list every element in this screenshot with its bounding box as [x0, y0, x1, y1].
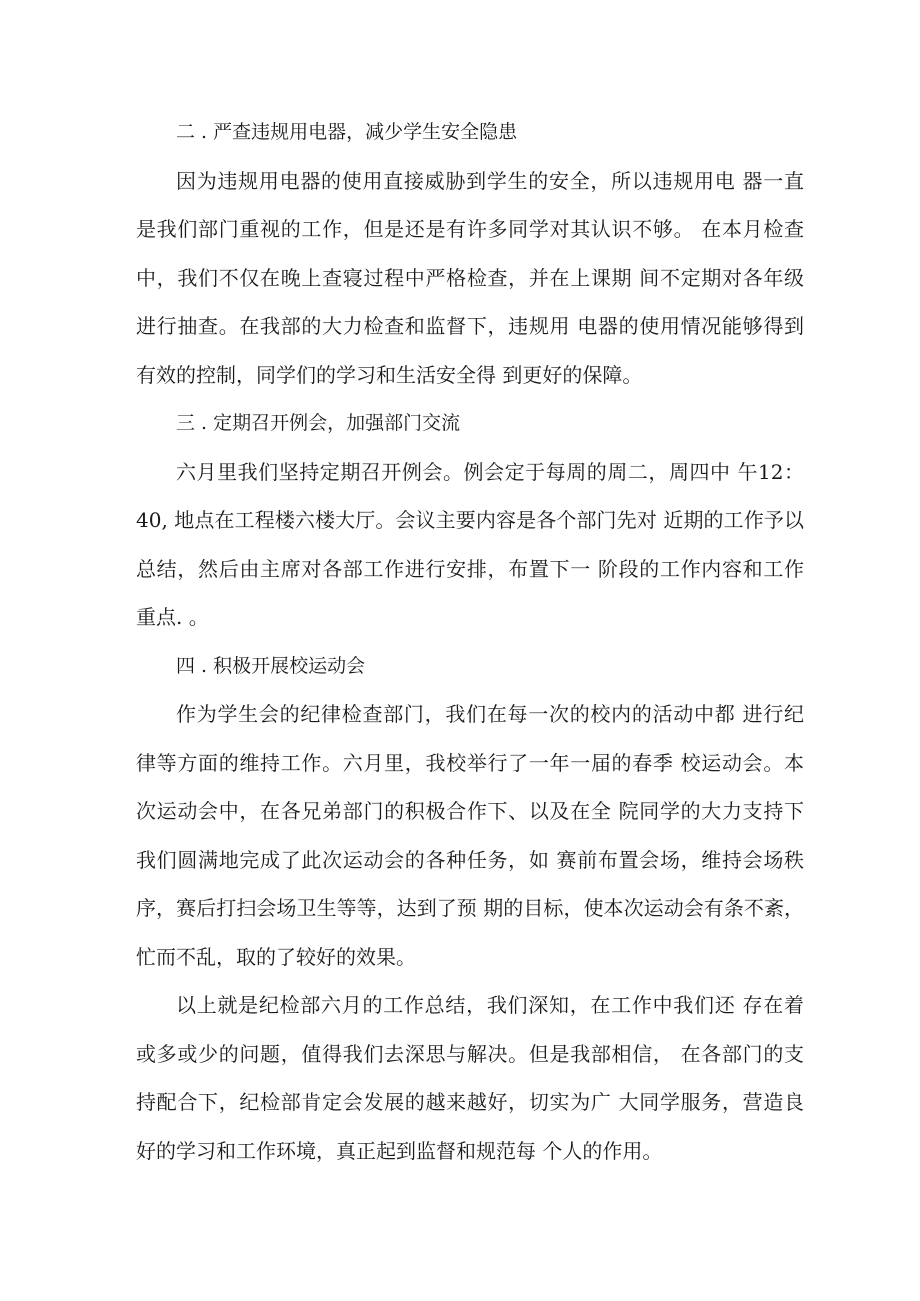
paragraph-line: 好的学习和工作环境，真正起到监督和规范每 个人的作用。 — [136, 1138, 663, 1163]
paragraph-line: 因为违规用电器的使用直接威胁到学生的安全，所以违规用电 器一直 — [176, 168, 804, 193]
section-paragraph-4 — [136, 690, 804, 981]
paragraph-line: 中，我们不仅在晚上查寝过程中严格检查，并在上课期 间不定期对各年级 — [136, 265, 804, 290]
section-heading-2: 二 . 严查违规用电器，减少学生安全隐患 — [176, 121, 518, 143]
paragraph-line: 律等方面的维持工作。六月里，我校举行了一年一届的春季 校运动会。本 — [136, 750, 804, 775]
paragraph-line: 忙而不乱，取的了较好的效果。 — [136, 944, 416, 969]
paragraph-line: 重点. 。 — [136, 605, 209, 629]
paragraph-line: 次运动会中，在各兄弟部门的积极合作下、以及在全 院同学的大力支持下 — [136, 799, 804, 823]
paragraph-line: 进行抽查。在我部的大力检查和监督下，违规用 电器的使用情况能够得到 — [136, 314, 804, 338]
paragraph-line: 总结，然后由主席对各部工作进行安排，布置下一 阶段的工作内容和工作 — [136, 556, 804, 581]
paragraph-line: 我们圆满地完成了此次运动会的各种任务，如 赛前布置会场，维持会场秩 — [136, 847, 804, 872]
document-body — [136, 108, 804, 1175]
paragraph-line: 或多或少的问题，值得我们去深思与解决。但是我部相信， 在各部门的支 — [136, 1041, 804, 1066]
section-heading-4: 四 . 积极开展校运动会 — [176, 654, 366, 677]
closing-paragraph — [136, 981, 804, 1175]
paragraph-line: 有效的控制，同学们的学习和生活安全得 到更好的保障。 — [136, 362, 643, 387]
paragraph-line: 作为学生会的纪律检查部门，我们在每一次的校内的活动中都 进行纪 — [176, 702, 804, 726]
section-paragraph-2 — [136, 157, 804, 400]
paragraph-line: 以上就是纪检部六月的工作总结，我们深知，在工作中我们还 存在着 — [176, 993, 804, 1017]
paragraph-line: 是我们部门重视的工作，但是还是有许多同学对其认识不够。 在本月检查 — [136, 217, 804, 241]
section-paragraph-3 — [136, 448, 804, 642]
paragraph-line: 40, 地点在工程楼六楼大厅。会议主要内容是各个部门先对 近期的工作予以 — [136, 508, 804, 532]
section-heading-3: 三 . 定期召开例会，加强部门交流 — [176, 412, 461, 434]
paragraph-line: 持配合下，纪检部肯定会发展的越来越好，切实为广 大同学服务，营造良 — [136, 1090, 804, 1114]
paragraph-line: 序，赛后打扫会场卫生等等，达到了预 期的目标，使本次运动会有条不紊， — [136, 896, 804, 920]
paragraph-line: 六月里我们坚持定期召开例会。例会定于每周的周二，周四中 午12： — [176, 459, 804, 484]
